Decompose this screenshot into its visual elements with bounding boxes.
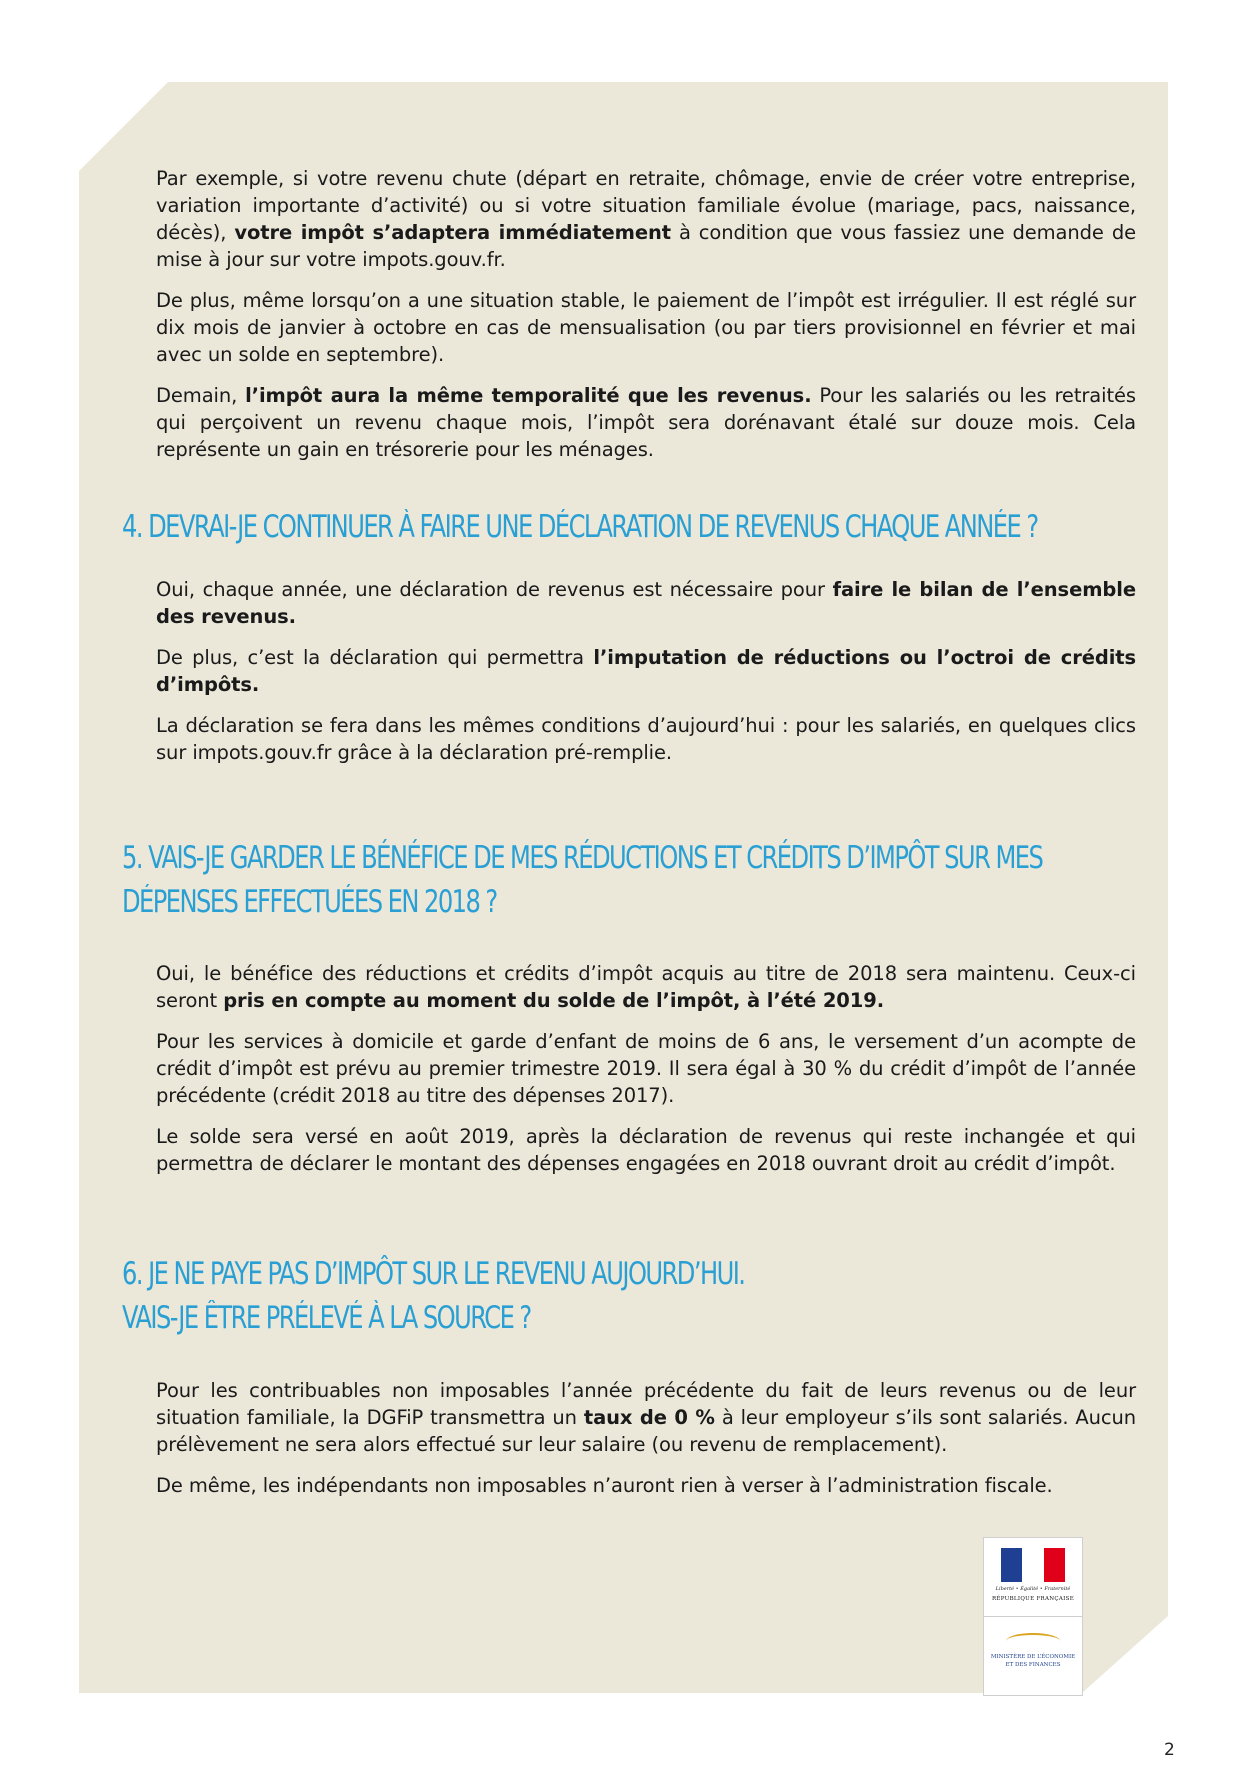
intro-section [156,165,1136,477]
paragraph: Oui, chaque année, une déclaration de revenus est nécessaire pour faire le bilan de l’ensemble des revenus. [156,578,1136,628]
ministry-label: MINISTÈRE DE L’ÉCONOMIE ET DES FINANCES [990,1654,1076,1668]
ministry-logo [984,1617,1082,1695]
paragraph: Par exemple, si votre revenu chute (départ en retraite, chômage, envie de créer votre entreprise, variation importante d’activité) ou si votre situation familiale évolue (mariage, pacs, naissance, décès), votre impôt s’adaptera immédiatement à condition que vous fassiez une demande de mise à jour sur votre impots.gouv.fr. [156,167,1136,271]
heading-q6-line1: 6. JE NE PAYE PAS D’IMPÔT SUR LE REVENU AUJOURD’HUI. [122,1256,745,1292]
heading-q5-line2: DÉPENSES EFFECTUÉES EN 2018 ? [122,884,497,920]
heading-q6-line2: VAIS-JE ÊTRE PRÉLEVÉ À LA SOURCE ? [122,1300,531,1336]
heading-q5-line1: 5. VAIS-JE GARDER LE BÉNÉFICE DE MES RÉDUCTIONS ET CRÉDITS D’IMPÔT SUR MES [122,840,1043,876]
paragraph: Pour les services à domicile et garde d’enfant de moins de 6 ans, le versement d’un acompte de crédit d’impôt est prévu au premier trimestre 2019. Il sera égal à 30 % du crédit d’impôt de l’année précédente (crédit 2018 au titre des dépenses 2017). [156,1030,1136,1107]
french-flag-icon [1001,1548,1065,1582]
q4-section [156,576,1136,780]
ministry-arc-icon [1006,1633,1060,1649]
paragraph: De même, les indépendants non imposables n’auront rien à verser à l’administration fiscale. [156,1474,1053,1497]
paragraph: Oui, le bénéfice des réductions et crédits d’impôt acquis au titre de 2018 sera maintenu. Ceux-ci seront pris en compte au moment du solde de l’impôt, à l’été 2019. [156,962,1136,1012]
q6-section [156,1377,1136,1513]
heading-q4: 4. DEVRAI-JE CONTINUER À FAIRE UNE DÉCLARATION DE REVENUS CHAQUE ANNÉE ? [122,509,1038,545]
paragraph: Demain, l’impôt aura la même temporalité que les revenus. Pour les salariés ou les retraités qui perçoivent un revenu chaque mois, l’impôt sera dorénavant étalé sur douze mois. Cela représente un gain en trésorerie pour les ménages. [156,384,1136,461]
paragraph: De plus, c’est la déclaration qui permettra l’imputation de réductions ou l’octroi de crédits d’impôts. [156,646,1137,696]
republic-label: RÉPUBLIQUE FRANÇAISE [991,1596,1075,1602]
government-logo [983,1537,1083,1696]
paragraph: Pour les contribuables non imposables l’année précédente du fait de leurs revenus ou de leur situation familiale, la DGFiP transmettra un taux de 0 % à leur employeur s’ils sont salariés. Aucun prélèvement ne sera alors effectué sur leur salaire (ou revenu de remplacement). [156,1379,1136,1456]
q5-section [156,960,1136,1191]
republique-francaise-logo [984,1538,1082,1617]
paragraph: La déclaration se fera dans les mêmes conditions d’aujourd’hui : pour les salariés, en quelques clics sur impots.gouv.fr grâce à la déclaration pré-remplie. [156,714,1136,764]
paragraph: Le solde sera versé en août 2019, après la déclaration de revenus qui reste inchangée et qui permettra de déclarer le montant des dépenses engagées en 2018 ouvrant droit au crédit d’impôt. [156,1125,1136,1175]
motto: Liberté • Égalité • Fraternité [995,1586,1071,1592]
paragraph: De plus, même lorsqu’on a une situation stable, le paiement de l’impôt est irrégulier. Il est réglé sur dix mois de janvier à octobre en cas de mensualisation (ou par tiers provisionnel en février et mai avec un solde en septembre). [156,289,1136,366]
page-number: 2 [1164,1740,1175,1760]
